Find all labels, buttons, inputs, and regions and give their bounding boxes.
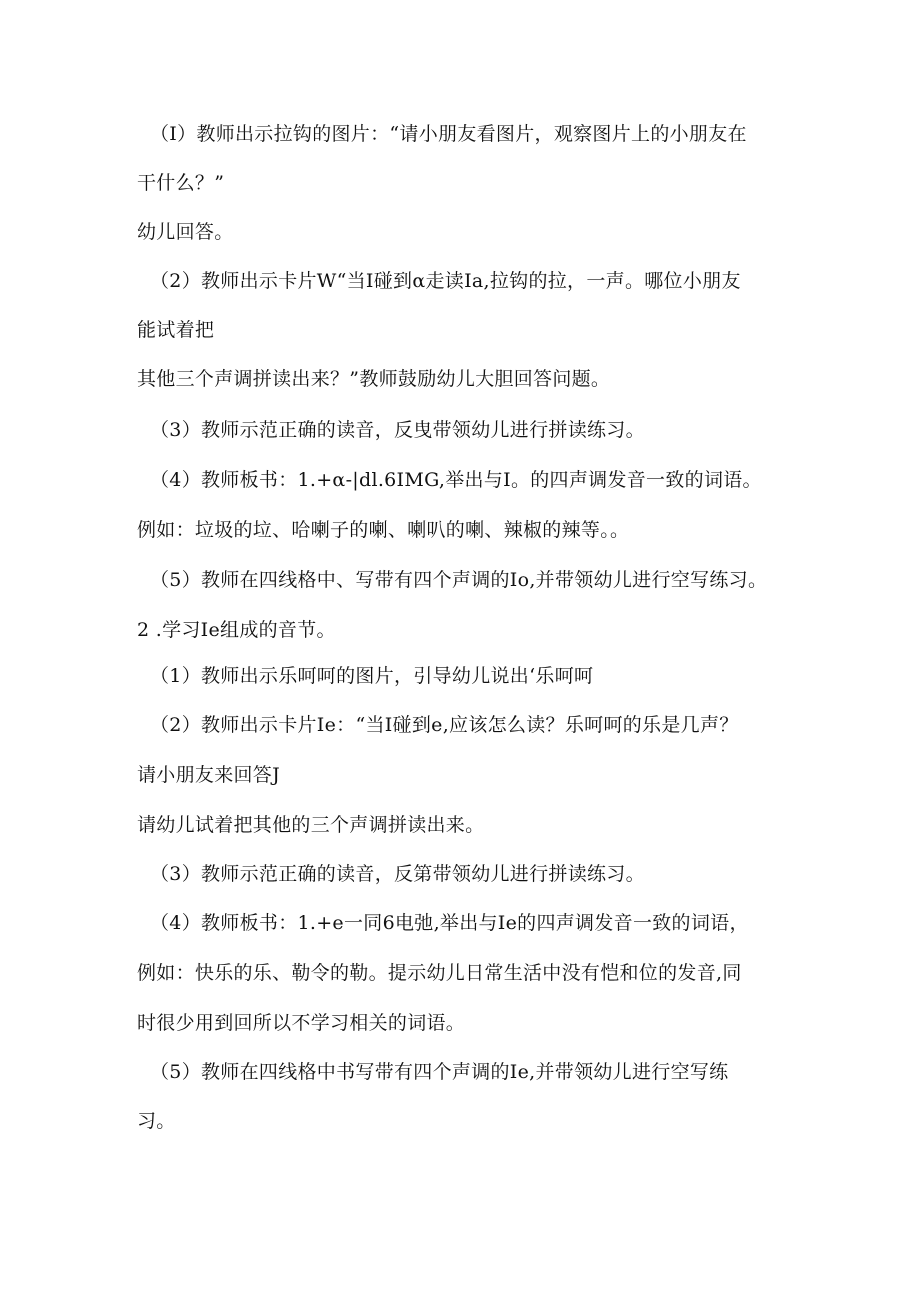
text-line-3: 幼儿回答。 xyxy=(137,221,234,243)
text-line-6: 其他三个声调拼读出来？”教师鼓励幼儿大胆回答问题。 xyxy=(137,368,611,390)
text-line-13: （2）教师出示卡片Ie：“当I碰到e,应该怎么读？乐呵呵的乐是几声？ xyxy=(150,714,739,736)
text-line-12: （1）教师出示乐呵呵的图片，引导幼儿说出‘乐呵呵 xyxy=(150,665,594,687)
text-line-4: （2）教师出示卡片W“当I碰到α走读Ia,拉钩的拉，一声。哪位小朋友 xyxy=(150,270,741,292)
text-line-11: 2 .学习Ie组成的音节。 xyxy=(137,619,336,641)
text-line-21: 习。 xyxy=(137,1110,176,1132)
text-line-7: （3）教师示范正确的读音，反曳带领幼儿进行拼读练习。 xyxy=(150,419,645,441)
text-line-14: 请小朋友来回答J xyxy=(137,764,281,786)
text-line-10: （5）教师在四线格中、写带有四个声调的Io,并带领幼儿进行空写练习。 xyxy=(150,569,768,591)
text-line-17: （4）教师板书：1.+e一同6电弛,举出与Ie的四声调发音一致的词语， xyxy=(150,912,749,934)
text-line-2: 干什么？” xyxy=(137,172,225,194)
text-line-18: 例如：快乐的乐、勒令的勒。提示幼儿日常生活中没有恺和位的发音,同 xyxy=(137,962,742,984)
text-line-16: （3）教师示范正确的读音，反第带领幼儿进行拼读练习。 xyxy=(150,863,645,885)
text-line-15: 请幼儿试着把其他的三个声调拼读出来。 xyxy=(137,814,485,836)
text-line-9: 例如：垃圾的垃、哈喇子的喇、喇叭的喇、辣椒的辣等。。 xyxy=(137,519,630,541)
text-line-1: （I）教师出示拉钩的图片：“请小朋友看图片，观察图片上的小朋友在 xyxy=(150,123,747,145)
text-line-20: （5）教师在四线格中书写带有四个声调的Ie,并带领幼儿进行空写练 xyxy=(150,1061,729,1083)
text-line-5: 能试着把 xyxy=(137,319,215,341)
text-line-8: （4）教师板书：1.+α-|dl.6IMG,举出与I。的四声调发音一致的词语。 xyxy=(150,469,762,491)
text-line-19: 时很少用到回所以不学习相关的词语。 xyxy=(137,1012,466,1034)
